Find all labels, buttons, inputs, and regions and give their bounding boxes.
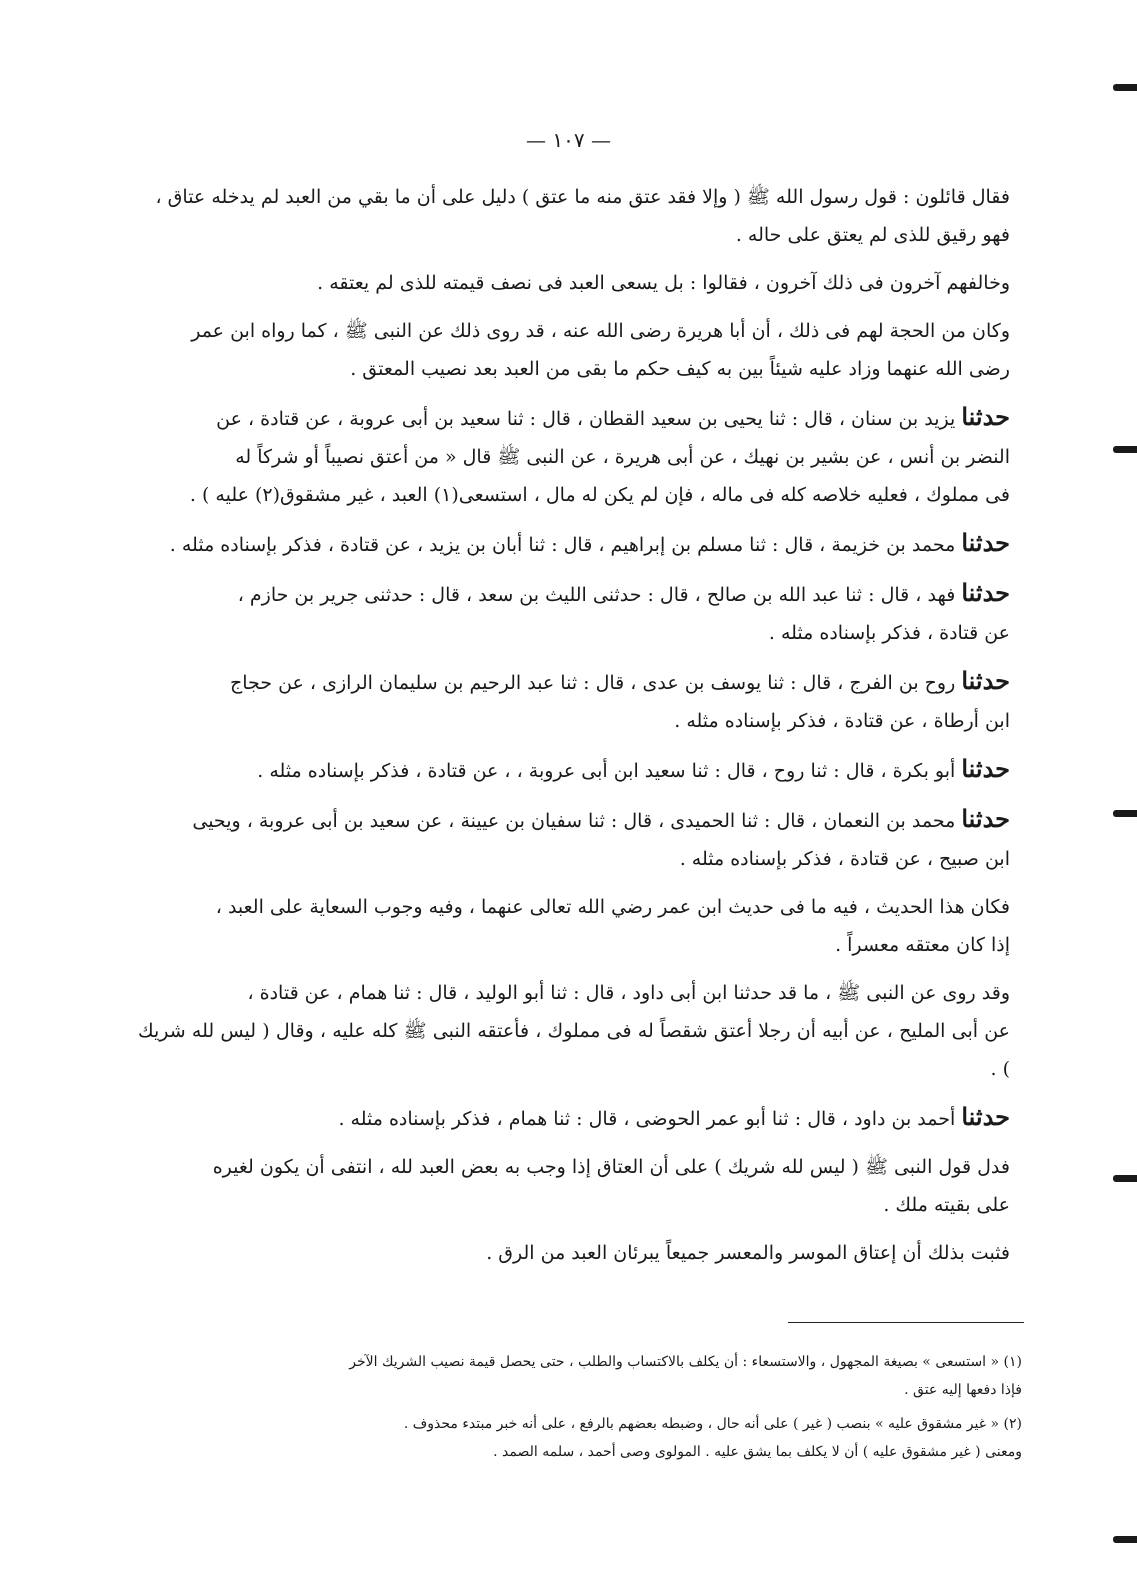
text-line <box>138 702 1010 740</box>
line-text: النضر بن أنس ، عن بشير بن نهيك ، عن أبى هريرة ، عن النبى ﷺ قال « من أعتق نصيباً أو شركاً له <box>235 446 1010 468</box>
text-line <box>138 800 1010 840</box>
line-text: عن قتادة ، فذكر بإسناده مثله . <box>768 622 1010 644</box>
footnote-separator <box>788 1322 1024 1323</box>
line-text: أبو بكرة ، قال : ثنا روح ، قال : ثنا سعيد ابن أبى عروبة ، ، عن قتادة ، فذكر بإسناده مثله . <box>257 760 956 782</box>
line-text: ابن أرطاة ، عن قتادة ، فذكر بإسناده مثله . <box>674 710 1010 732</box>
text-line <box>138 614 1010 652</box>
line-text: إذا كان معتقه معسراً . <box>835 934 1010 956</box>
haddathana-keyword: حدثنا <box>961 528 1010 557</box>
text-line <box>138 1098 1010 1138</box>
text-line <box>138 1234 1010 1272</box>
line-text: يزيد بن سنان ، قال : ثنا يحيى بن سعيد القطان ، قال : ثنا سعيد بن أبى عروبة ، عن قتادة ، عن <box>216 408 956 430</box>
haddathana-keyword: حدثنا <box>961 578 1010 607</box>
margin-mark <box>1113 1175 1137 1182</box>
margin-mark <box>1113 1536 1137 1543</box>
text-line <box>138 350 1010 388</box>
paragraph <box>138 312 1010 388</box>
paragraph <box>138 888 1010 964</box>
paragraph <box>138 1234 1010 1272</box>
line-text: فقال قائلون : قول رسول الله ﷺ ( وإلا فقد عتق منه ما عتق ) دليل على أن ما بقي من العبد لم يدخله عتاق ، <box>155 186 1010 208</box>
footnote-line: (٢) « غير مشقوق عليه » بنصب ( غير ) على أنه حال ، وضبطه بعضهم بالرفع ، على أنه خبر مبتدء محذوف . <box>403 1416 1022 1432</box>
text-line <box>138 398 1010 438</box>
paragraph <box>138 800 1010 878</box>
line-text: رضى الله عنهما وزاد عليه شيئاً بين به كيف حكم ما بقى من العبد بعد نصيب المعتق . <box>350 358 1010 380</box>
text-line <box>138 1148 1010 1186</box>
text-line <box>138 264 1010 302</box>
line-text: عن أبى المليح ، عن أبيه أن رجلا أعتق شقصاً له فى مملوك ، فأعتقه النبى ﷺ كله عليه ، وقال ( ليس لله شريك ) . <box>138 1020 1010 1080</box>
haddathana-keyword: حدثنا <box>961 402 1010 431</box>
paragraph <box>138 1148 1010 1224</box>
footnote <box>150 1348 1022 1404</box>
footnote-line: فإذا دفعها إليه عتق . <box>904 1382 1022 1398</box>
line-text: وخالفهم آخرون فى ذلك آخرون ، فقالوا : بل يسعى العبد فى نصف قيمته للذى لم يعتقه . <box>317 272 1010 294</box>
paragraph <box>138 574 1010 652</box>
paragraph <box>138 264 1010 302</box>
main-text <box>138 178 1010 1282</box>
line-text: فدل قول النبى ﷺ ( ليس لله شريك ) على أن العتاق إذا وجب به بعض العبد لله ، انتفى أن يكون لغيره <box>212 1156 1010 1178</box>
text-line <box>138 524 1010 564</box>
text-line <box>138 974 1010 1012</box>
line-text: أحمد بن داود ، قال : ثنا أبو عمر الحوضى ، قال : ثنا همام ، فذكر بإسناده مثله . <box>338 1108 956 1130</box>
margin-mark <box>1113 810 1137 817</box>
line-text: فثبت بذلك أن إعتاق الموسر والمعسر جميعاً يبرئان العبد من الرق . <box>486 1242 1010 1264</box>
line-text: وقد روى عن النبى ﷺ ، ما قد حدثنا ابن أبى داود ، قال : ثنا أبو الوليد ، قال : ثنا همام ، عن قتادة ، <box>247 982 1010 1004</box>
text-line <box>138 438 1010 476</box>
text-line <box>138 178 1010 216</box>
page-number: — ١٠٧ — <box>526 128 611 152</box>
text-line <box>138 312 1010 350</box>
text-line <box>138 662 1010 702</box>
haddathana-keyword: حدثنا <box>961 804 1010 833</box>
text-line <box>138 476 1010 514</box>
line-text: فهد ، قال : ثنا عبد الله بن صالح ، قال : حدثنى الليث بن سعد ، قال : حدثنى جرير بن حازم ، <box>237 584 956 606</box>
text-line <box>138 1186 1010 1224</box>
paragraph <box>138 662 1010 740</box>
line-text: على بقيته ملك . <box>883 1194 1010 1216</box>
haddathana-keyword: حدثنا <box>961 1102 1010 1131</box>
footnote-line: ومعنى ( غير مشقوق عليه ) أن لا يكلف بما يشق عليه . المولوى وصى أحمد ، سلمه الصمد . <box>493 1444 1022 1460</box>
text-line <box>138 750 1010 790</box>
margin-mark <box>1113 446 1137 453</box>
text-line <box>138 1012 1010 1088</box>
text-line <box>138 888 1010 926</box>
paragraph <box>138 178 1010 254</box>
text-line <box>138 574 1010 614</box>
line-text: روح بن الفرج ، قال : ثنا يوسف بن عدى ، قال : ثنا عبد الرحيم بن سليمان الرازى ، عن حجاج <box>229 672 956 694</box>
paragraph <box>138 1098 1010 1138</box>
line-text: وكان من الحجة لهم فى ذلك ، أن أبا هريرة رضى الله عنه ، قد روى ذلك عن النبى ﷺ ، كما رواه ابن عمر <box>191 320 1010 342</box>
footnotes <box>150 1348 1022 1472</box>
paragraph <box>138 398 1010 514</box>
text-line <box>138 840 1010 878</box>
line-text: فى مملوك ، فعليه خلاصه كله فى ماله ، فإن لم يكن له مال ، استسعى(١) العبد ، غير مشقوق(٢) عليه ) . <box>189 484 1010 506</box>
text-line <box>138 926 1010 964</box>
paragraph <box>138 750 1010 790</box>
footnote-line: (١) « استسعى » بصيغة المجهول ، والاستسعاء : أن يكلف بالاكتساب والطلب ، حتى يحصل قيمة نصيب الشريك الآخر <box>349 1354 1022 1370</box>
line-text: ابن صبيح ، عن قتادة ، فذكر بإسناده مثله . <box>679 848 1010 870</box>
line-text: فهو رقيق للذى لم يعتق على حاله . <box>735 224 1010 246</box>
footnote <box>150 1410 1022 1466</box>
paragraph <box>138 524 1010 564</box>
text-line <box>138 216 1010 254</box>
haddathana-keyword: حدثنا <box>961 666 1010 695</box>
haddathana-keyword: حدثنا <box>961 754 1010 783</box>
line-text: محمد بن خزيمة ، قال : ثنا مسلم بن إبراهيم ، قال : ثنا أبان بن يزيد ، عن قتادة ، فذكر بإسناده مثله . <box>169 534 956 556</box>
paragraph <box>138 974 1010 1088</box>
line-text: فكان هذا الحديث ، فيه ما فى حديث ابن عمر رضي الله تعالى عنهما ، وفيه وجوب السعاية على العبد ، <box>215 896 1010 918</box>
line-text: محمد بن النعمان ، قال : ثنا الحميدى ، قال : ثنا سفيان بن عيينة ، عن سعيد بن أبى عروبة ، ويحيى <box>192 810 956 832</box>
margin-mark <box>1113 84 1137 91</box>
